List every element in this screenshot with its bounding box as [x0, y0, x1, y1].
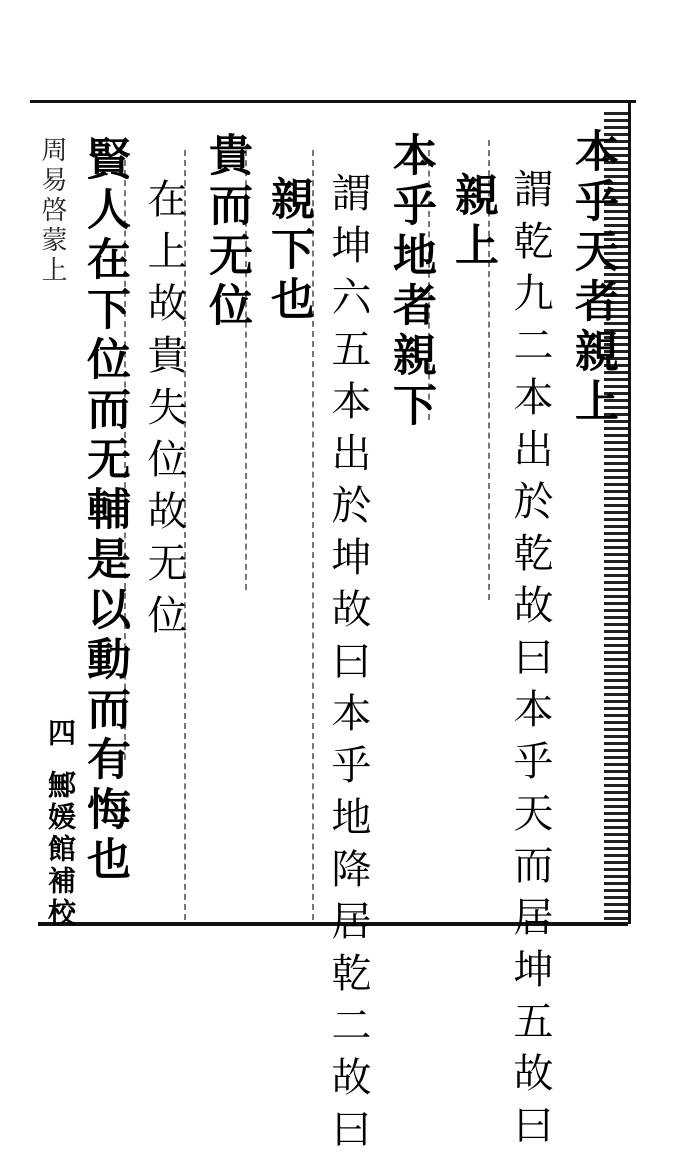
- main-text-column-1: 本乎天者親上: [567, 128, 618, 428]
- main-text-column-7: 貴而无位: [201, 132, 252, 332]
- frame-right-border: [628, 102, 631, 924]
- main-text-column-9: 賢人在下位而无輔是以動而有悔也: [79, 136, 130, 886]
- commentary-column-3: 親上: [447, 172, 498, 272]
- commentary-column-8: 在上故貴失位故无位: [141, 178, 187, 646]
- margin-book-title: 周易啓蒙上: [37, 136, 67, 286]
- commentary-column-5: 謂坤六五本出於坤故曰本乎地降居乾二故曰: [325, 172, 371, 1160]
- main-text-column-4: 本乎地者親下: [385, 132, 436, 432]
- commentary-column-6: 親下也: [263, 176, 314, 326]
- folio-number: 四: [44, 718, 77, 750]
- publisher-imprint: 鄦媛館補校: [44, 770, 77, 930]
- commentary-column-2: 謂乾九二本出於乾故曰本乎天而居坤五故曰: [507, 168, 553, 1156]
- frame-top-border: [30, 100, 636, 103]
